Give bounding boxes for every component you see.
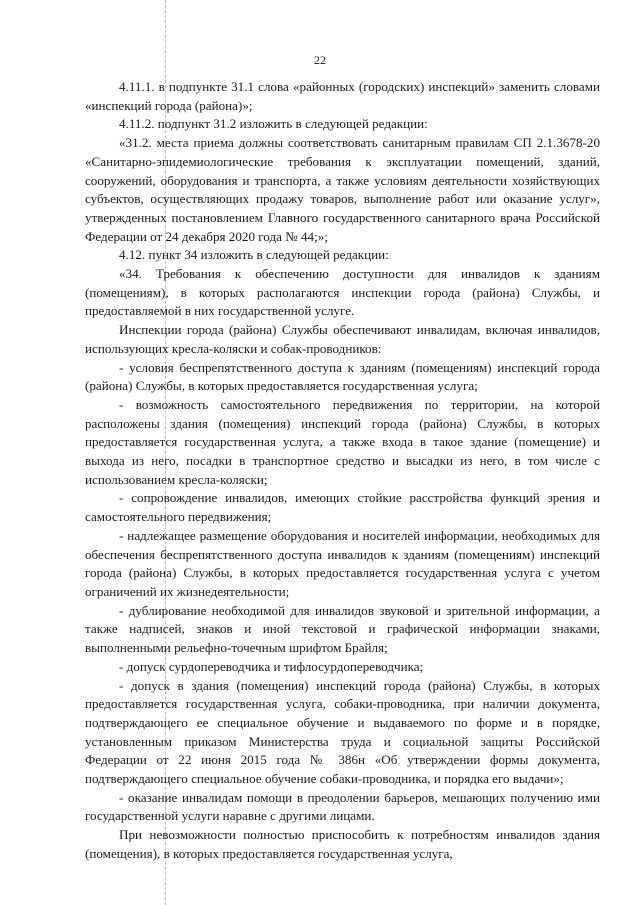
list-item: - сопровождение инвалидов, имеющих стойкие расстройства функций зрения и самостоятельного передвижения;: [85, 490, 600, 525]
list-item: - дублирование необходимой для инвалидов звуковой и зрительной информации, а также надписей, знаков и иной текстовой и графической информации знаками, выполненными рельефно-точечным шрифтом Брайля;: [85, 602, 600, 656]
list-item: - допуск сурдопереводчика и тифлосурдопереводчика;: [119, 658, 424, 674]
list-item: - надлежащее размещение оборудования и носителей информации, необходимых для обеспечения беспрепятственного доступа инвалидов к зданиям (помещениям) инспекций города (района) Службы, в которых предоставляется государственная услуга с учетом ограничений их жизнедеятельности;: [85, 527, 600, 599]
paragraph-4-11-1: 4.11.1. в подпункте 31.1 слова «районных (городских) инспекций» заменить словами «инспекций города (района)»;: [85, 79, 600, 113]
paragraph-34-heading: «34. Требования к обеспечению доступности для инвалидов к зданиям (помещениям), в которых располагаются инспекции города (района) Службы, и предоставляемой в них государственной услуге.: [85, 266, 600, 319]
paragraph-4-12: 4.12. пункт 34 изложить в следующей редакции:: [119, 247, 389, 263]
list-item: - возможность самостоятельного передвижения по территории, на которой расположены здания (помещения) инспекций города (района) Службы, в которых предоставляется государственная услуга, а также входа в такое здание (помещение) и выхода из него, посадки в транспортное средство и высадки из него, в том числе с использованием кресла-коляски;: [85, 396, 600, 487]
document-body: [85, 78, 600, 864]
list-item: - оказание инвалидам помощи в преодолении барьеров, мешающих получению ими государственной услуги наравне с другими лицами.: [85, 789, 600, 824]
list-item: - допуск в здания (помещения) инспекций города (района) Службы, в которых предоставляется государственная услуга, собаки-проводника, при наличии документа, подтверждающего ее специальное обучение и выдаваемого по форме и в порядке, установленным приказом Министерства труда и социальной защиты Российской Федерации от 22 июня 2015 года № 386н «Об утверждении формы документа, подтверждающего специальное обучение собаки-проводника, и порядка его выдачи»;: [85, 677, 600, 787]
paragraph-31-2-text: «31.2. места приема должны соответствовать санитарным правилам СП 2.1.3678-20 «Санитарно-эпидемиологические требования к эксплуатации помещений, зданий, сооружений, оборудования и транспорта, а также условиям деятельности хозяйствующих субъектов, осуществляющих продажу товаров, выполнение работ или оказание услуг», утвержденных постановлением Главного государственного санитарного врача Российской Федерации от 24 декабря 2020 года № 44;»;: [85, 135, 600, 244]
paragraph-closing: При невозможности полностью приспособить к потребностям инвалидов здания (помещения), в которых предоставляется государственная услуга,: [85, 827, 600, 861]
paragraph-4-11-2: 4.11.2. подпункт 31.2 изложить в следующей редакции:: [119, 116, 428, 132]
list-item: - условия беспрепятственного доступа к зданиям (помещениям) инспекций города (района) Службы, в которых предоставляется государственная услуга;: [85, 359, 600, 394]
paragraph-34-intro: Инспекции города (района) Службы обеспечивают инвалидам, включая инвалидов, использующих кресла-коляски и собак-проводников:: [85, 322, 600, 356]
page-number: 22: [314, 53, 326, 67]
